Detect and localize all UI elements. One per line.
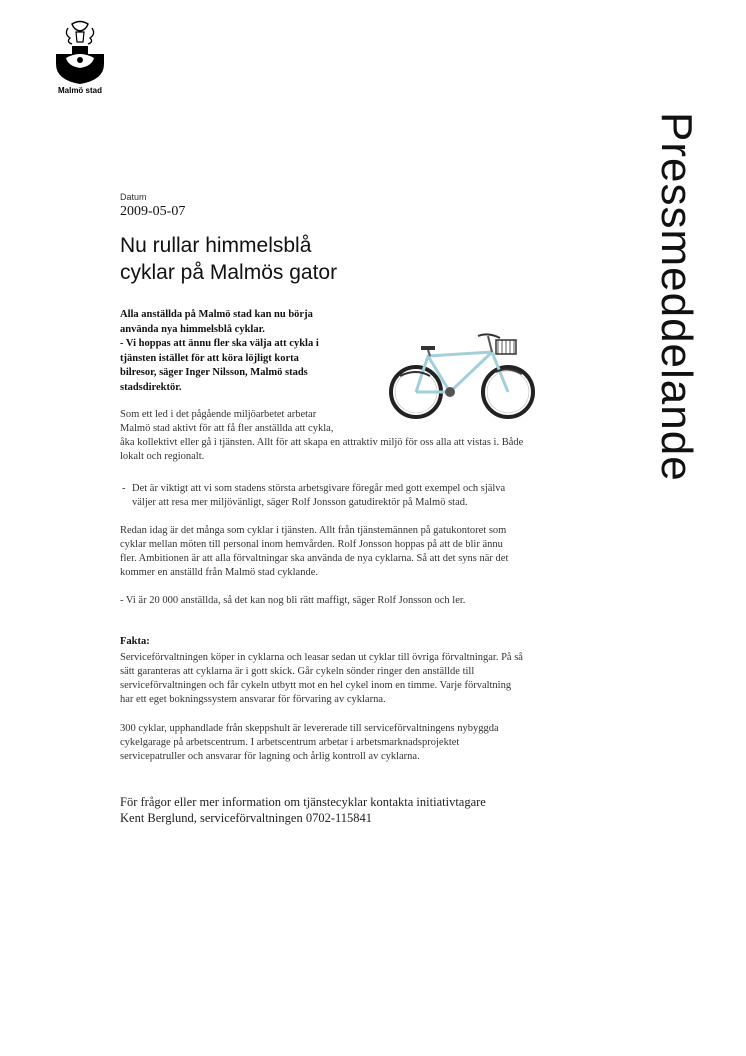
paragraph-line: Malmö stad aktivt för att få fler anställda att cykla,	[120, 423, 334, 434]
paragraph-line: Serviceförvaltningen köper in cyklarna och leasar sedan ut cyklar till övriga förvaltningar. På så	[120, 652, 523, 663]
body-paragraph-3	[120, 594, 590, 608]
date-label: Datum	[120, 192, 147, 202]
paragraph-line: Redan idag är det många som cyklar i tjänsten. Allt från tjänstemännen på gatukontoret som	[120, 525, 507, 536]
headline-line: Nu rullar himmelsblå	[120, 234, 312, 257]
lead-line: - Vi hoppas att ännu fler ska välja att cykla i	[120, 338, 319, 349]
paragraph-line: fler. Ambitionen är att alla förvaltningar ska använda de nya cyklarna. Så att det syns när det	[120, 553, 509, 564]
lead-line: Alla anställda på Malmö stad kan nu börja	[120, 309, 313, 320]
paragraph-line: lokalt och regionalt.	[120, 451, 205, 462]
headline	[120, 232, 500, 286]
contact-line: Kent Berglund, serviceförvaltningen 0702-115841	[120, 811, 373, 825]
lead-line: använda nya himmelsblå cyklar.	[120, 323, 265, 335]
quote-dash: -	[122, 483, 126, 494]
fakta-paragraph-2	[120, 722, 590, 764]
paragraph-line: serviceförvaltningen och får cykeln utbytt mot en hel cykel inom en timme. Varje förvaltning	[120, 680, 512, 691]
headline-line: cyklar på Malmös gator	[120, 261, 338, 284]
date-value: 2009-05-07	[120, 204, 186, 219]
paragraph-line: Som ett led i det pågående miljöarbetet arbetar	[120, 409, 317, 420]
paragraph-line: cykelgarage på arbetscentrum. I arbetscentrum arbetar i arbetsmarknadsprojektet	[120, 737, 460, 748]
lead-paragraph	[120, 308, 370, 395]
quote-line: väljer att resa mer miljövänligt, säger Rolf Jonsson gatudirektör på Malmö stad.	[132, 497, 468, 508]
paragraph-line: har ett eget bokningssystem ansvarar för förvaring av cyklarna.	[120, 694, 386, 705]
paragraph-line: sätt garanteras att cyklarna är i gott skick. Går cykeln sönder ringer den anställde till	[120, 666, 475, 677]
contact-info	[120, 794, 600, 826]
malmo-stad-logo	[50, 20, 110, 100]
paragraph-line: servicepatruller och ansvarar för lagning och årlig kontroll av cyklarna.	[120, 751, 420, 762]
paragraph-line: kommer en anställd från Malmö stad cyklande.	[120, 567, 318, 578]
press-release-title: Pressmeddelande	[652, 112, 701, 482]
paragraph-line: cyklar mellan möten till personal inom hemvården. Rolf Jonsson hoppas på att de blir ännu	[120, 539, 503, 550]
lead-line: tjänsten istället för att köra löjligt korta	[120, 352, 299, 364]
body-paragraph-2	[120, 524, 590, 580]
contact-line: För frågor eller mer information om tjänstecyklar kontakta initiativtagare	[120, 795, 486, 809]
paragraph-line: 300 cyklar, upphandlade från skeppshult är levererade till serviceförvaltningens nybyggda	[120, 723, 499, 734]
paragraph-line: - Vi är 20 000 anställda, så det kan nog bli rätt maffigt, säger Rolf Jonsson och ler.	[120, 595, 466, 606]
lead-line: bilresor, säger Inger Nilsson, Malmö stads	[120, 367, 308, 378]
lead-line: stadsdirektör.	[120, 381, 182, 393]
logo-text: Malmö stad	[57, 86, 102, 95]
quote-line: Det är viktigt att vi som stadens största arbetsgivare föregår med gott exempel och själva	[132, 483, 506, 494]
malmo-coat-of-arms-icon	[50, 20, 110, 86]
paragraph-line: åka kollektivt eller gå i tjänsten. Allt för att skapa en attraktiv miljö för oss alla att vistas i. Både	[120, 437, 524, 448]
fakta-heading: Fakta:	[120, 636, 150, 647]
fakta-paragraph-1	[120, 651, 590, 707]
body-paragraph-1	[120, 408, 590, 464]
